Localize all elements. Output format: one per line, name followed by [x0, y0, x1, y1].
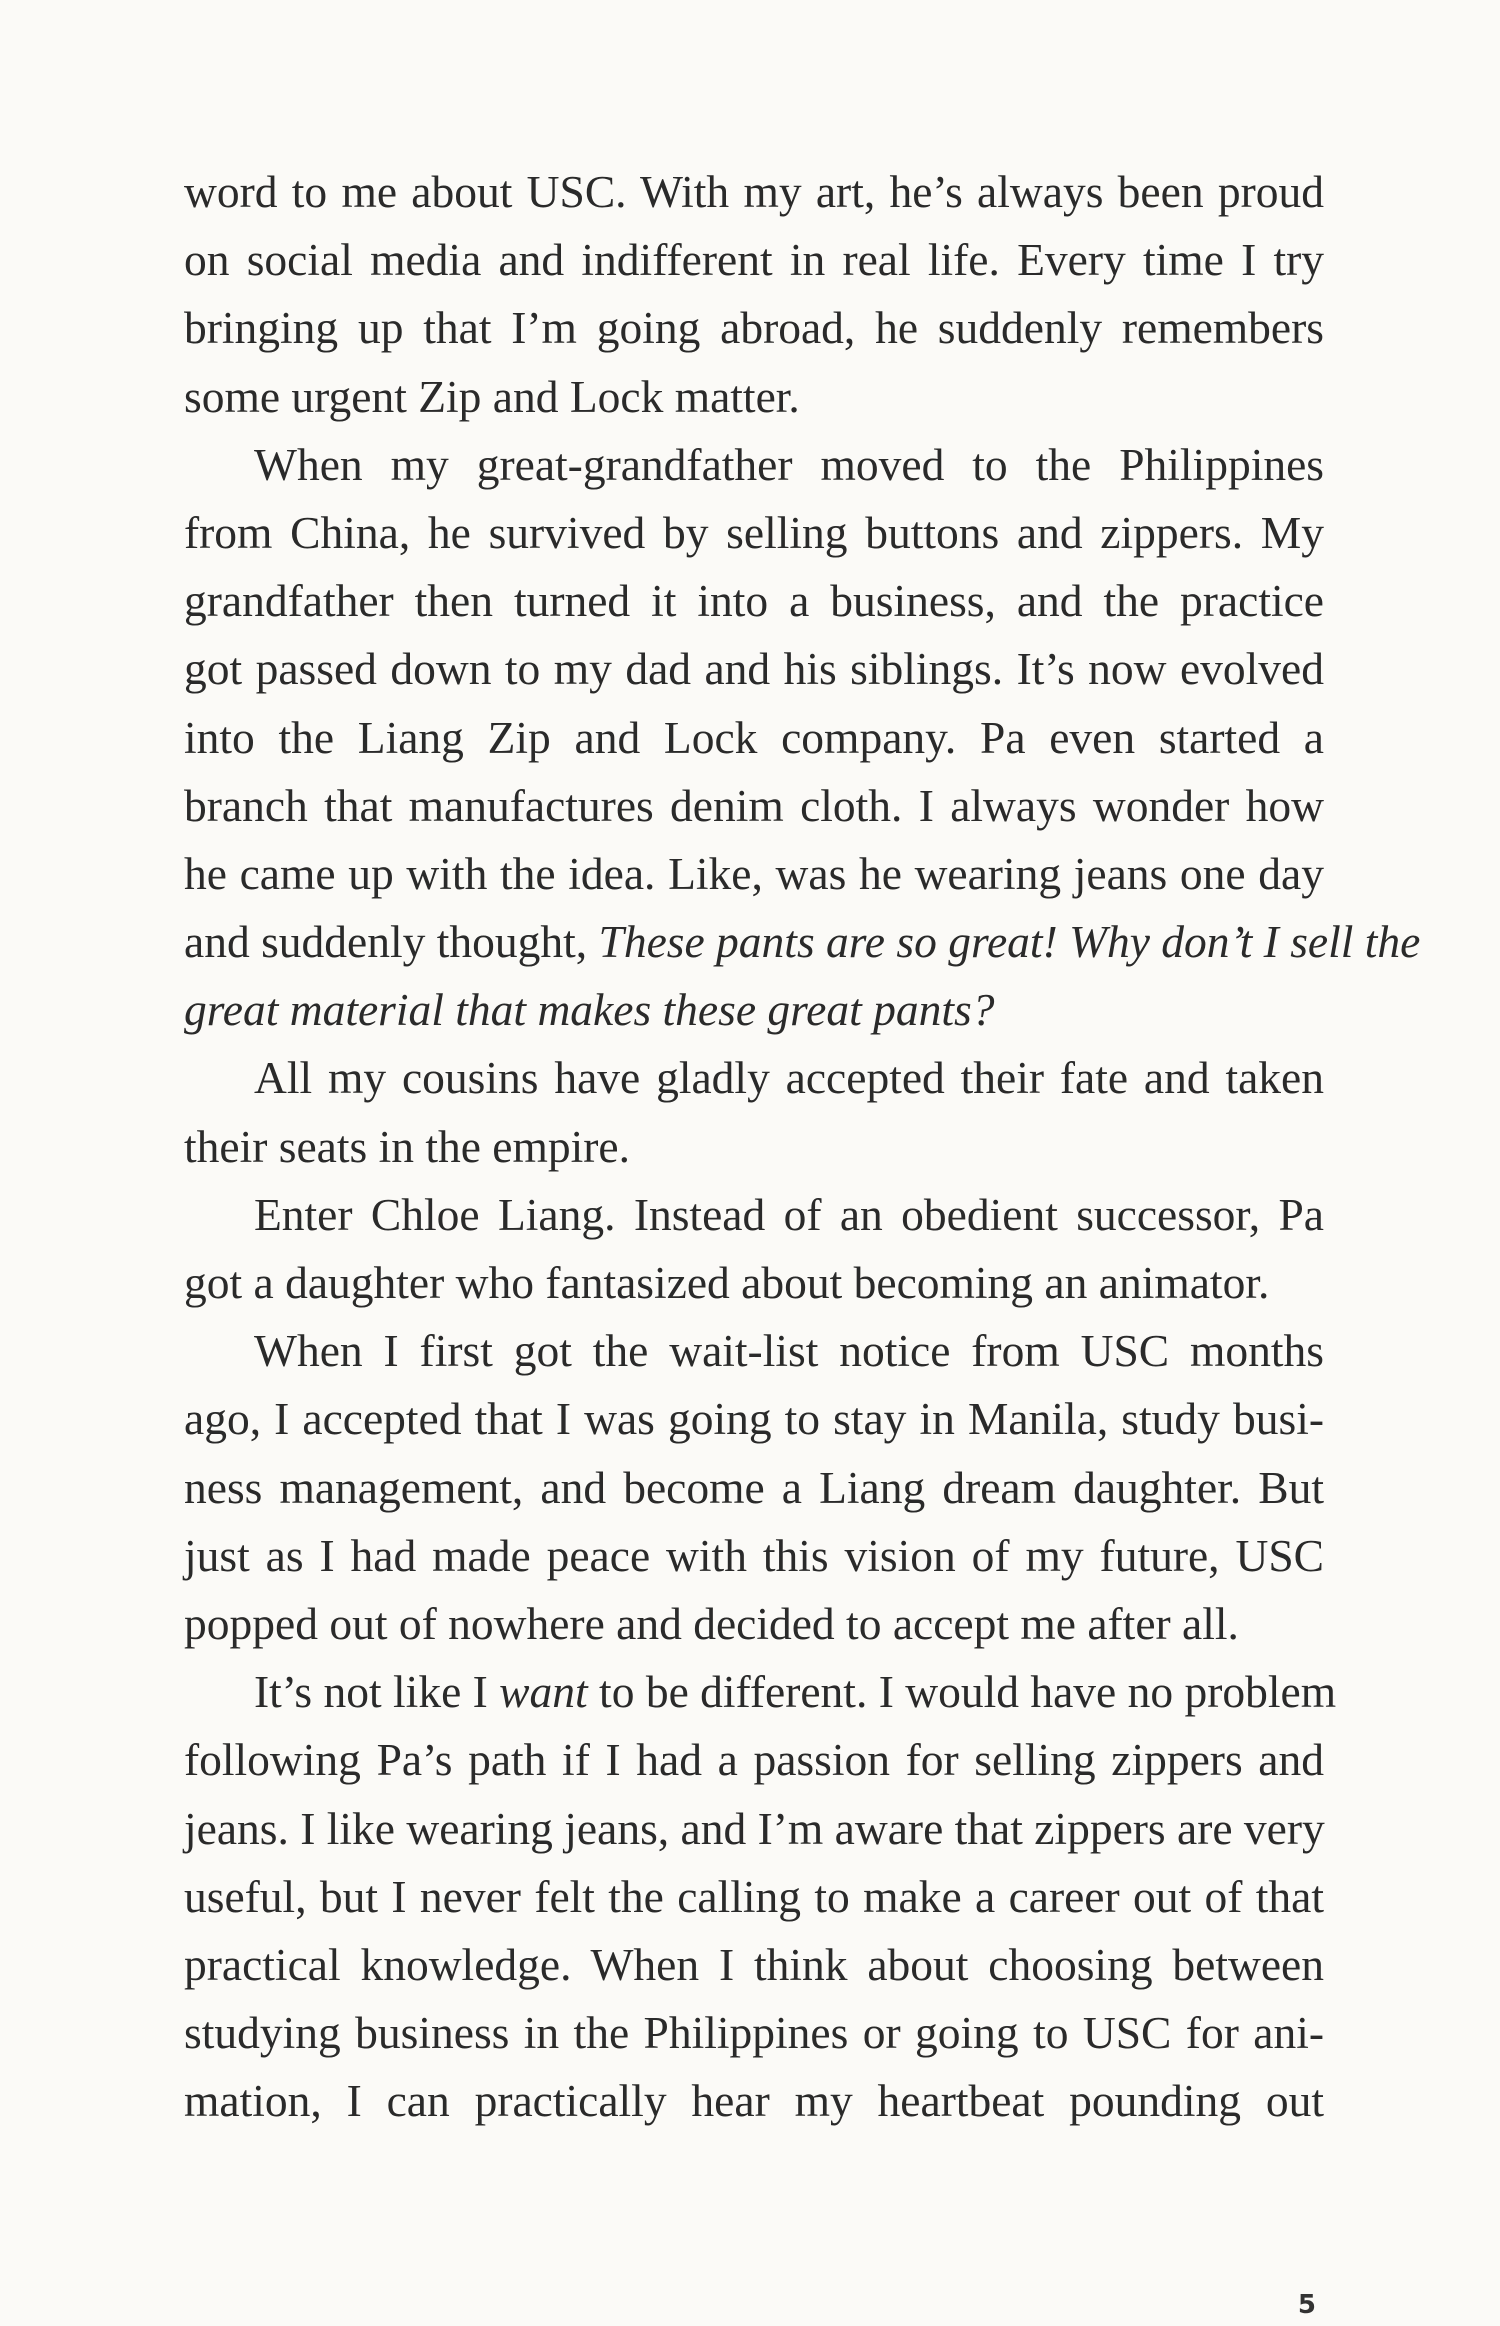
paragraph — [184, 1658, 1337, 2135]
text-line: from China, he survived by selling buttons and zippers. My — [184, 506, 1324, 558]
paragraph — [184, 431, 1421, 1045]
text-line: When my great-grandfather moved to the Philippines — [254, 438, 1324, 490]
text-line — [184, 1658, 1337, 1726]
paragraph — [184, 1317, 1324, 1658]
body-text — [184, 158, 1421, 2135]
text-line: practical knowledge. When I think about choosing between — [184, 1938, 1324, 1990]
text-line: All my cousins have gladly accepted their fate and taken — [254, 1052, 1324, 1104]
text-line: word to me about USC. With my art, he’s always been proud — [184, 166, 1324, 217]
text-segment: It’s not like I — [254, 1666, 500, 1718]
text-line: following Pa’s path if I had a passion for selling zippers and — [184, 1734, 1324, 1786]
paragraph — [184, 1044, 1324, 1180]
text-line: got a daughter who fantasized about becoming an animator. — [184, 1257, 1270, 1308]
paragraph — [184, 1181, 1324, 1317]
text-segment: and suddenly thought, — [184, 916, 599, 968]
text-line: grandfather then turned it into a business, and the practice — [184, 575, 1324, 627]
text-line: studying business in the Philippines or going to USC for ani- — [184, 2007, 1324, 2059]
text-line: on social media and indifferent in real life. Every time I try — [184, 234, 1324, 286]
text-line: popped out of nowhere and decided to accept me after all. — [184, 1597, 1239, 1649]
text-line — [184, 908, 1421, 976]
text-line: useful, but I never felt the calling to make a career out of that — [184, 1870, 1324, 1922]
text-line: ness management, and become a Liang dream daughter. But — [184, 1461, 1324, 1513]
text-line: Enter Chloe Liang. Instead of an obedient successor, Pa — [254, 1188, 1324, 1240]
paragraph — [184, 158, 1324, 431]
text-segment: to be different. I would have no problem — [587, 1666, 1337, 1718]
text-line: he came up with the idea. Like, was he wearing jeans one day — [184, 847, 1324, 899]
italic-thought: great material that makes these great pants? — [184, 984, 995, 1036]
text-line: When I first got the wait-list notice from USC months — [254, 1325, 1324, 1377]
italic-word: want — [499, 1666, 588, 1718]
text-line: bringing up that I’m going abroad, he suddenly remembers — [184, 302, 1324, 354]
italic-thought: These pants are so great! Why don’t I sell the — [598, 916, 1421, 968]
text-line: ago, I accepted that I was going to stay in Manila, study busi- — [184, 1393, 1324, 1445]
text-line: some urgent Zip and Lock matter. — [184, 370, 800, 422]
text-line: branch that manufactures denim cloth. I always wonder how — [184, 779, 1324, 831]
text-line: their seats in the empire. — [184, 1120, 631, 1172]
text-line: into the Liang Zip and Lock company. Pa even started a — [184, 711, 1324, 763]
text-line — [184, 976, 1324, 1044]
text-line: mation, I can practically hear my heartbeat pounding out — [184, 2075, 1324, 2127]
page-number: 5 — [1297, 2290, 1316, 2320]
text-line: jeans. I like wearing jeans, and I’m aware that zippers are very — [184, 1802, 1325, 1854]
text-line: got passed down to my dad and his siblings. It’s now evolved — [184, 643, 1324, 695]
text-line: just as I had made peace with this vision of my future, USC — [184, 1529, 1324, 1581]
